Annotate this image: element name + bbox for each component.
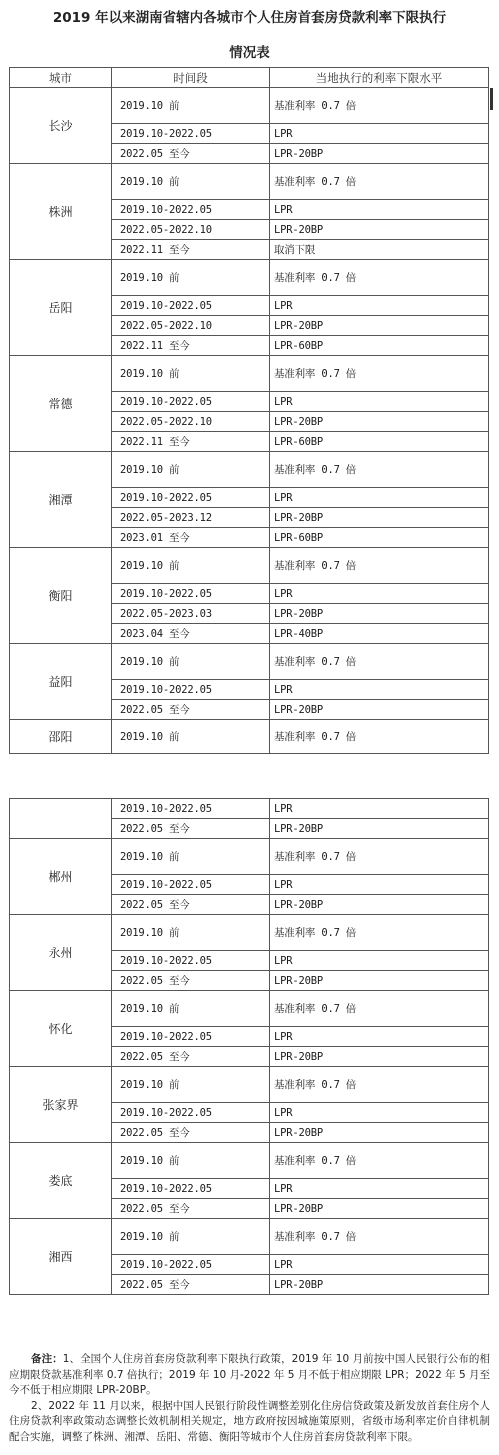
rate-floor-cell: LPR-20BP: [270, 819, 489, 839]
period-cell: 2019.10 前: [112, 1143, 270, 1179]
rate-floor-cell: LPR-20BP: [270, 700, 489, 720]
city-cell: 郴州: [10, 839, 112, 915]
rate-floor-cell: LPR: [270, 1179, 489, 1199]
rate-floor-cell: 取消下限: [270, 240, 489, 260]
period-cell: 2019.10 前: [112, 548, 270, 584]
period-cell: 2019.10-2022.05: [112, 488, 270, 508]
period-cell: 2019.10-2022.05: [112, 124, 270, 144]
period-cell: 2022.11 至今: [112, 336, 270, 356]
period-cell: 2019.10 前: [112, 915, 270, 951]
rate-floor-cell: LPR: [270, 200, 489, 220]
period-cell: 2019.10-2022.05: [112, 1103, 270, 1123]
rate-floor-cell: LPR: [270, 488, 489, 508]
period-cell: 2022.05 至今: [112, 1123, 270, 1143]
rate-floor-cell: LPR-20BP: [270, 971, 489, 991]
rate-table-part1: [9, 67, 489, 754]
period-cell: 2022.05 至今: [112, 144, 270, 164]
rate-floor-cell: 基准利率 0.7 倍: [270, 720, 489, 754]
city-cell: 益阳: [10, 644, 112, 720]
period-cell: 2019.10-2022.05: [112, 392, 270, 412]
city-cell: 常德: [10, 356, 112, 452]
table-row: [10, 548, 489, 584]
page-title-continued: 情况表: [229, 45, 270, 61]
city-cell: 娄底: [10, 1143, 112, 1219]
rate-floor-cell: LPR-20BP: [270, 508, 489, 528]
header-city: 城市: [10, 68, 112, 88]
rate-floor-cell: LPR: [270, 124, 489, 144]
rate-floor-cell: LPR-20BP: [270, 1199, 489, 1219]
rate-floor-cell: LPR-60BP: [270, 336, 489, 356]
rate-floor-cell: 基准利率 0.7 倍: [270, 1219, 489, 1255]
city-cell: 湘西: [10, 1219, 112, 1295]
period-cell: 2022.05 至今: [112, 1199, 270, 1219]
period-cell: 2019.10 前: [112, 164, 270, 200]
table-row: [10, 720, 489, 754]
rate-floor-cell: LPR: [270, 1255, 489, 1275]
rate-floor-cell: LPR-40BP: [270, 624, 489, 644]
period-cell: 2022.11 至今: [112, 432, 270, 452]
rate-floor-cell: LPR-60BP: [270, 528, 489, 548]
table-row: [10, 839, 489, 875]
rate-floor-cell: LPR-20BP: [270, 1123, 489, 1143]
city-cell: 岳阳: [10, 260, 112, 356]
rate-table-part2: [9, 798, 489, 1295]
city-cell: 衡阳: [10, 548, 112, 644]
rate-floor-cell: 基准利率 0.7 倍: [270, 1143, 489, 1179]
rate-floor-cell: 基准利率 0.7 倍: [270, 356, 489, 392]
table-row: [10, 1219, 489, 1255]
period-cell: 2022.05-2023.12: [112, 508, 270, 528]
period-cell: 2019.10 前: [112, 1067, 270, 1103]
rate-floor-cell: LPR: [270, 584, 489, 604]
period-cell: 2019.10 前: [112, 88, 270, 124]
period-cell: 2019.10 前: [112, 356, 270, 392]
period-cell: 2022.11 至今: [112, 240, 270, 260]
rate-floor-cell: LPR-20BP: [270, 1275, 489, 1295]
note-1: [9, 1352, 490, 1399]
rate-floor-cell: LPR: [270, 875, 489, 895]
city-cell: 邵阳: [10, 720, 112, 754]
rate-floor-cell: LPR: [270, 1103, 489, 1123]
rate-floor-cell: LPR: [270, 296, 489, 316]
period-cell: 2019.10 前: [112, 1219, 270, 1255]
table-row: [10, 644, 489, 680]
page-title: 2019 年以来湖南省辖内各城市个人住房首套房贷款利率下限执行: [52, 10, 447, 26]
table-row: [10, 1143, 489, 1179]
period-cell: 2019.10 前: [112, 452, 270, 488]
note-2: 2、2022 年 11 月以来，根据中国人民银行阶段性调整差别化住房信贷政策及新发放首套住房个人住房贷款利率政策动态调整长效机制相关规定，地方政府按因城施策原则，省级市场利率定价自律机制配合实施，调整了株洲、湘潭、岳阳、常德、衡阳等城市个人住房首套房贷款利率下限。: [9, 1399, 490, 1443]
period-cell: 2022.05 至今: [112, 895, 270, 915]
rate-floor-cell: 基准利率 0.7 倍: [270, 260, 489, 296]
city-cell: 长沙: [10, 88, 112, 164]
rate-floor-cell: LPR: [270, 951, 489, 971]
table-row: [10, 356, 489, 392]
table-row: [10, 799, 489, 819]
city-cell: 湘潭: [10, 452, 112, 548]
rate-floor-cell: LPR: [270, 1027, 489, 1047]
period-cell: 2019.10 前: [112, 720, 270, 754]
rate-floor-cell: LPR: [270, 392, 489, 412]
rate-floor-cell: 基准利率 0.7 倍: [270, 839, 489, 875]
rate-floor-cell: 基准利率 0.7 倍: [270, 644, 489, 680]
rate-floor-cell: LPR-20BP: [270, 316, 489, 336]
rate-floor-cell: LPR-20BP: [270, 1047, 489, 1067]
period-cell: 2019.10-2022.05: [112, 584, 270, 604]
notes-label: 备注：: [31, 1353, 63, 1365]
rate-floor-cell: 基准利率 0.7 倍: [270, 991, 489, 1027]
rate-floor-cell: LPR-20BP: [270, 144, 489, 164]
period-cell: 2022.05 至今: [112, 971, 270, 991]
period-cell: 2022.05-2022.10: [112, 220, 270, 240]
table-row: [10, 991, 489, 1027]
period-cell: 2022.05-2022.10: [112, 316, 270, 336]
period-cell: 2019.10-2022.05: [112, 799, 270, 819]
table-row: [10, 452, 489, 488]
rate-floor-cell: 基准利率 0.7 倍: [270, 1067, 489, 1103]
period-cell: 2019.10-2022.05: [112, 200, 270, 220]
table-row: [10, 1067, 489, 1103]
header-rate-floor: 当地执行的利率下限水平: [270, 68, 489, 88]
notes-section: [9, 1352, 490, 1446]
note-1-text: 1、全国个人住房首套房贷款利率下限执行政策，2019 年 10 月前按中国人民银行公布的相应期限贷款基准利率 0.7 倍执行；2019 年 10 月-2022 年 5 月不低于相应期限 LPR；2022 年 5 月至今不低于相应期限 LPR-20BP。: [9, 1353, 491, 1397]
period-cell: 2019.10-2022.05: [112, 875, 270, 895]
rate-floor-cell: LPR-20BP: [270, 220, 489, 240]
period-cell: 2019.10-2022.05: [112, 951, 270, 971]
table-row: [10, 164, 489, 200]
period-cell: 2019.10-2022.05: [112, 680, 270, 700]
rate-floor-cell: LPR-20BP: [270, 895, 489, 915]
table-row: [10, 88, 489, 124]
period-cell: 2022.05 至今: [112, 700, 270, 720]
rate-floor-cell: LPR: [270, 680, 489, 700]
rate-floor-cell: LPR-60BP: [270, 432, 489, 452]
period-cell: 2019.10 前: [112, 991, 270, 1027]
period-cell: 2022.05 至今: [112, 1275, 270, 1295]
rate-floor-cell: LPR-20BP: [270, 412, 489, 432]
rate-floor-cell: 基准利率 0.7 倍: [270, 164, 489, 200]
city-cell: 怀化: [10, 991, 112, 1067]
period-cell: 2022.05-2022.10: [112, 412, 270, 432]
period-cell: 2019.10 前: [112, 260, 270, 296]
header-period: 时间段: [112, 68, 270, 88]
period-cell: 2022.05 至今: [112, 819, 270, 839]
period-cell: 2022.05-2023.03: [112, 604, 270, 624]
period-cell: 2019.10 前: [112, 839, 270, 875]
period-cell: 2023.01 至今: [112, 528, 270, 548]
rate-floor-cell: 基准利率 0.7 倍: [270, 915, 489, 951]
city-cell: 株洲: [10, 164, 112, 260]
period-cell: 2019.10-2022.05: [112, 1179, 270, 1199]
rate-floor-cell: 基准利率 0.7 倍: [270, 452, 489, 488]
table-row: [10, 260, 489, 296]
period-cell: 2019.10-2022.05: [112, 296, 270, 316]
scrollbar-thumb[interactable]: [490, 88, 493, 110]
rate-floor-cell: 基准利率 0.7 倍: [270, 88, 489, 124]
city-cell: 张家界: [10, 1067, 112, 1143]
table-row: [10, 915, 489, 951]
city-cell: [10, 799, 112, 839]
rate-floor-cell: 基准利率 0.7 倍: [270, 548, 489, 584]
rate-floor-cell: LPR-20BP: [270, 604, 489, 624]
period-cell: 2023.04 至今: [112, 624, 270, 644]
period-cell: 2022.05 至今: [112, 1047, 270, 1067]
city-cell: 永州: [10, 915, 112, 991]
period-cell: 2019.10-2022.05: [112, 1027, 270, 1047]
period-cell: 2019.10 前: [112, 644, 270, 680]
rate-floor-cell: LPR: [270, 799, 489, 819]
period-cell: 2019.10-2022.05: [112, 1255, 270, 1275]
